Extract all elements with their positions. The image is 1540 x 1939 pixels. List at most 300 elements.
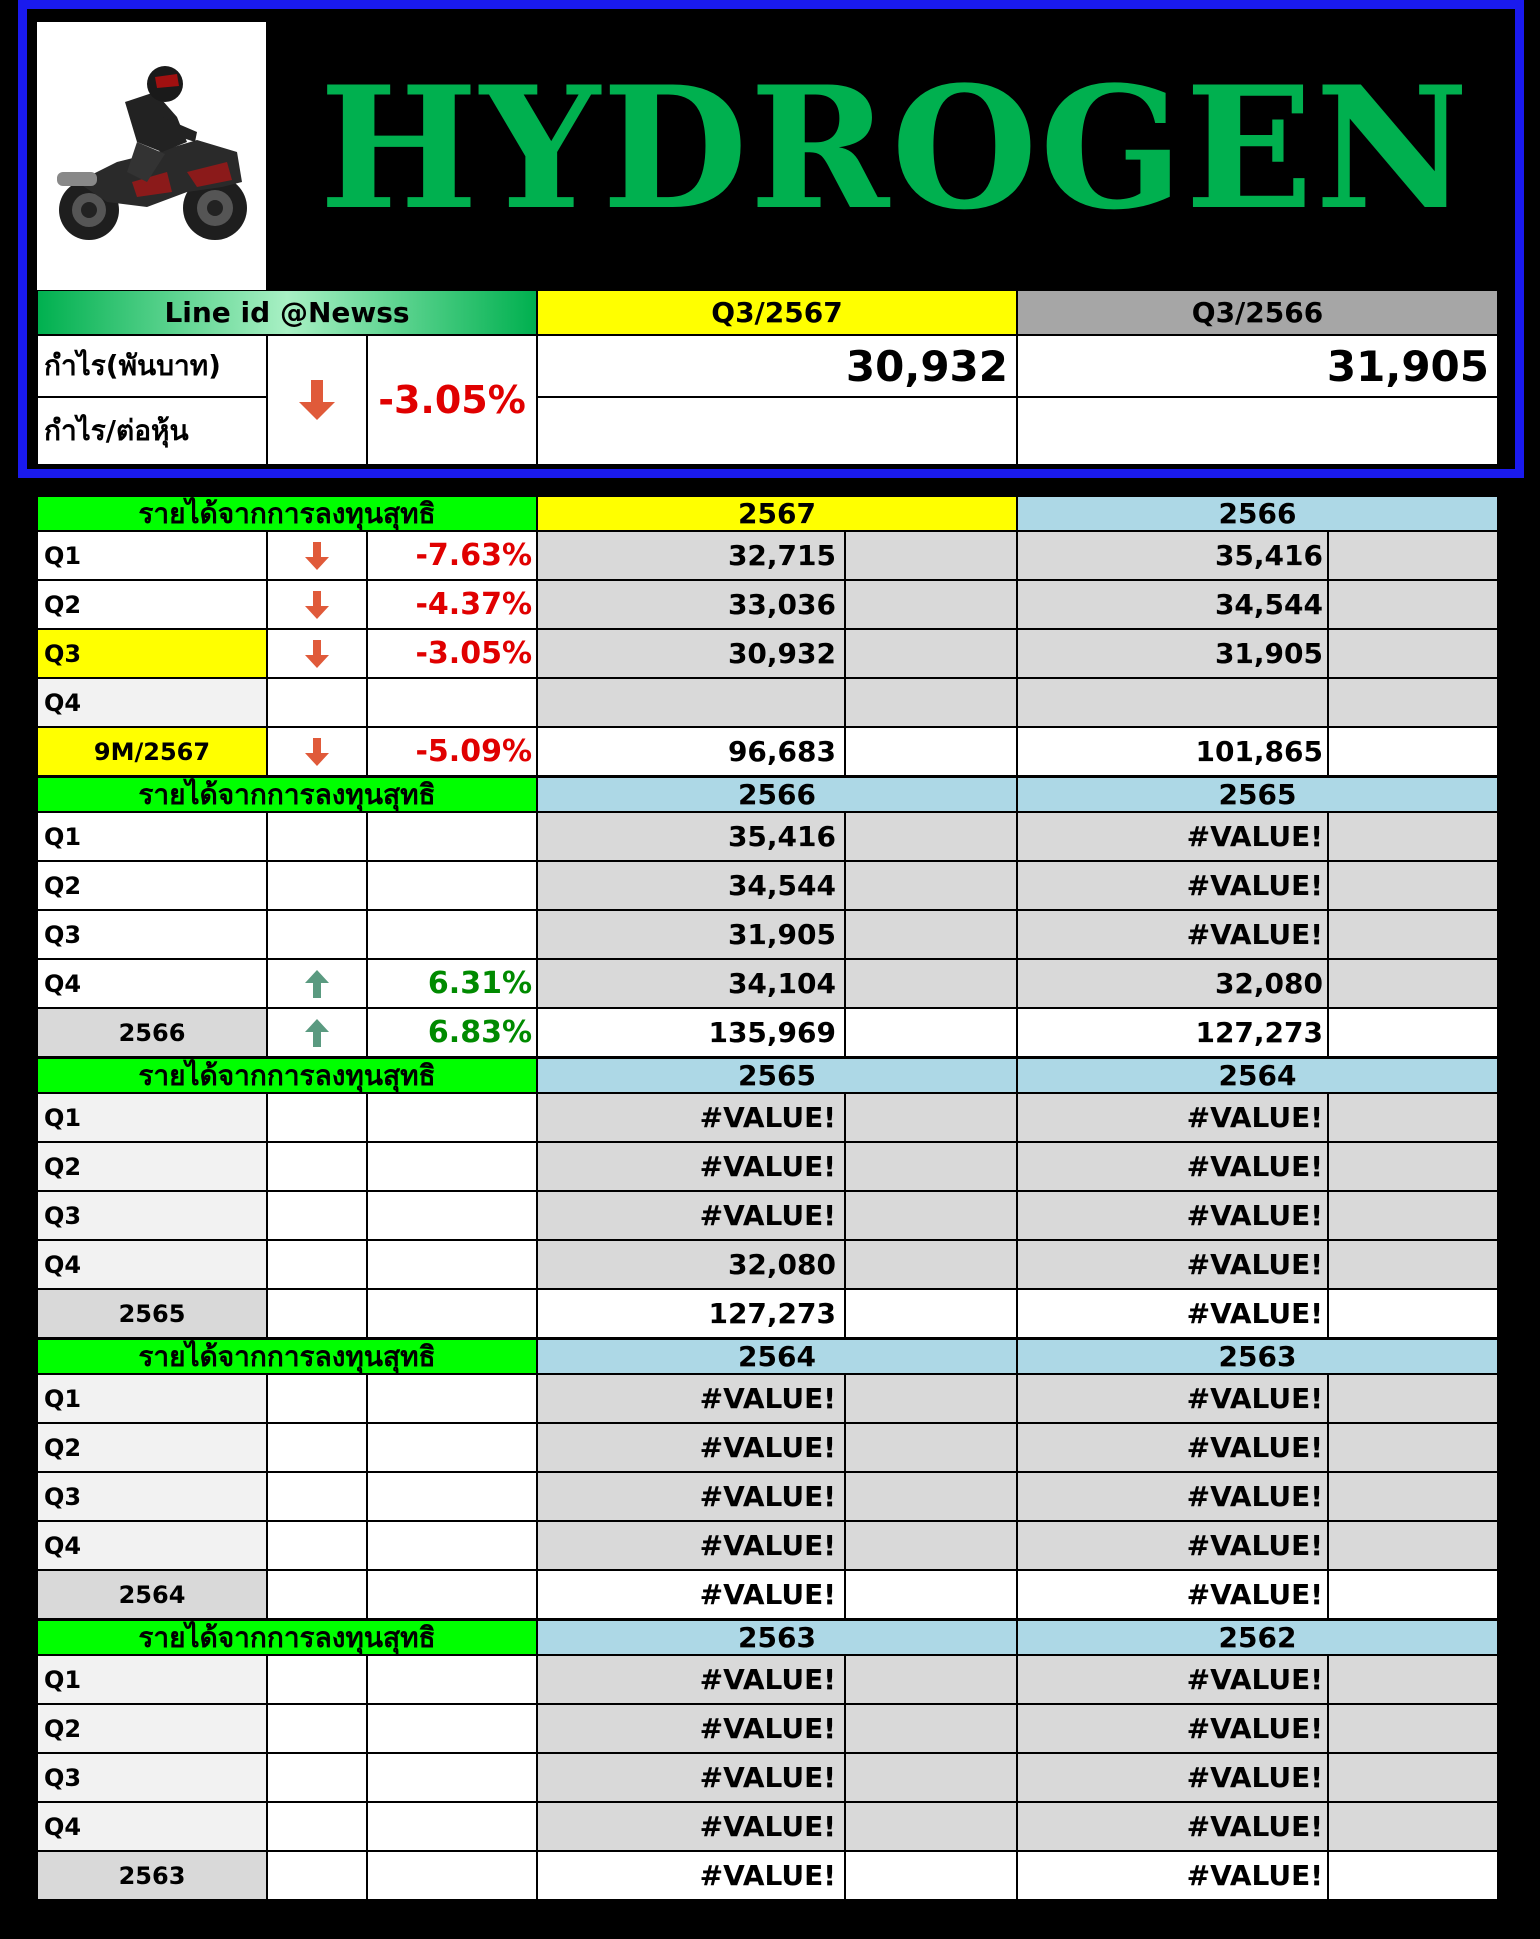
total-label-text: 2563 bbox=[118, 1861, 186, 1890]
quarter-label-text: Q3 bbox=[44, 1763, 82, 1792]
trend-cell bbox=[267, 1802, 367, 1851]
value-b bbox=[1017, 861, 1328, 910]
value-a-text: 34,104 bbox=[727, 967, 836, 1000]
quarter-label bbox=[37, 910, 267, 959]
value-a-text: #VALUE! bbox=[699, 1480, 836, 1513]
value-b-spacer bbox=[1328, 1374, 1498, 1423]
value-a-spacer bbox=[845, 812, 1017, 861]
total-label-text: 2564 bbox=[118, 1580, 186, 1609]
change-percent bbox=[367, 812, 537, 861]
change-percent bbox=[367, 1374, 537, 1423]
value-b-text: 32,080 bbox=[1214, 967, 1323, 1000]
quarter-label-text: Q4 bbox=[44, 1531, 82, 1560]
arrow-down-icon bbox=[303, 541, 331, 571]
value-b-text: #VALUE! bbox=[1186, 1297, 1323, 1330]
trend-cell bbox=[267, 1655, 367, 1704]
trend-cell bbox=[267, 1191, 367, 1240]
value-b-text: 35,416 bbox=[1214, 539, 1323, 572]
value-b-text: #VALUE! bbox=[1186, 1859, 1323, 1892]
value-b-spacer bbox=[1328, 580, 1498, 629]
year-b-header-text: 2565 bbox=[1218, 778, 1297, 811]
quarter-label-text: Q4 bbox=[44, 1250, 82, 1279]
arrow-up-icon bbox=[303, 1018, 331, 1048]
change-percent bbox=[367, 1521, 537, 1570]
year-b-header bbox=[1017, 496, 1498, 531]
total-label bbox=[37, 1008, 267, 1057]
value-a bbox=[537, 1570, 845, 1619]
year-a-header-text: 2567 bbox=[738, 497, 816, 530]
value-b-spacer bbox=[1328, 812, 1498, 861]
eps-current-cell bbox=[537, 397, 1017, 465]
section-title bbox=[37, 777, 537, 812]
value-a-spacer bbox=[845, 910, 1017, 959]
section-title-text: รายได้จากการลงทุนสุทธิ bbox=[138, 777, 436, 811]
quarter-label bbox=[37, 861, 267, 910]
quarter-label-text: Q1 bbox=[44, 1384, 82, 1413]
value-b-spacer bbox=[1328, 1704, 1498, 1753]
value-a bbox=[537, 910, 845, 959]
value-a-spacer bbox=[845, 959, 1017, 1008]
arrow-up-icon bbox=[303, 969, 331, 999]
arrow-down-icon bbox=[303, 639, 331, 669]
year-b-header bbox=[1017, 1058, 1498, 1093]
total-label-text: 2565 bbox=[118, 1299, 186, 1328]
value-b bbox=[1017, 1093, 1328, 1142]
value-a-spacer bbox=[845, 1289, 1017, 1338]
value-b-spacer bbox=[1328, 861, 1498, 910]
quarter-label-text: Q1 bbox=[44, 1103, 82, 1132]
quarter-label-text: Q3 bbox=[44, 920, 82, 949]
value-b-spacer bbox=[1328, 1753, 1498, 1802]
quarter-label bbox=[37, 1240, 267, 1289]
value-b bbox=[1017, 1423, 1328, 1472]
value-a bbox=[537, 629, 845, 678]
value-b-spacer bbox=[1328, 1008, 1498, 1057]
quarter-label-text: Q1 bbox=[44, 822, 82, 851]
value-b-text: #VALUE! bbox=[1186, 869, 1323, 902]
value-a-text: 135,969 bbox=[708, 1016, 836, 1049]
value-b-text: #VALUE! bbox=[1186, 1529, 1323, 1562]
quarter-label bbox=[37, 1521, 267, 1570]
value-b-spacer bbox=[1328, 531, 1498, 580]
profit-label-cell bbox=[37, 335, 267, 397]
total-label bbox=[37, 1289, 267, 1338]
value-a-text: 32,080 bbox=[727, 1248, 836, 1281]
year-b-header-text: 2566 bbox=[1218, 497, 1297, 530]
value-b-spacer bbox=[1328, 1191, 1498, 1240]
value-a-text: #VALUE! bbox=[699, 1382, 836, 1415]
eps-label: กำไร/ต่อหุ้น bbox=[44, 414, 189, 447]
value-b bbox=[1017, 1521, 1328, 1570]
change-percent bbox=[367, 1008, 537, 1057]
value-a-text: #VALUE! bbox=[699, 1431, 836, 1464]
value-b-text: #VALUE! bbox=[1186, 1150, 1323, 1183]
value-a-text: #VALUE! bbox=[699, 1761, 836, 1794]
change-percent bbox=[367, 678, 537, 727]
total-label bbox=[37, 1851, 267, 1900]
value-a bbox=[537, 1240, 845, 1289]
value-b-spacer bbox=[1328, 1851, 1498, 1900]
year-b-header-text: 2563 bbox=[1218, 1340, 1297, 1373]
value-a bbox=[537, 812, 845, 861]
trend-cell bbox=[267, 1423, 367, 1472]
change-percent-text: -4.37% bbox=[415, 587, 532, 622]
quarter-label bbox=[37, 1142, 267, 1191]
value-b-text: 34,544 bbox=[1214, 588, 1323, 621]
value-a-spacer bbox=[845, 1521, 1017, 1570]
value-b-spacer bbox=[1328, 1240, 1498, 1289]
quarter-label-text: Q4 bbox=[44, 969, 82, 998]
header-change-cell bbox=[367, 335, 537, 465]
value-a bbox=[537, 1521, 845, 1570]
change-percent bbox=[367, 1142, 537, 1191]
value-a-spacer bbox=[845, 531, 1017, 580]
value-a bbox=[537, 1142, 845, 1191]
value-b-text: 101,865 bbox=[1195, 735, 1323, 768]
value-a bbox=[537, 959, 845, 1008]
value-a-text: 96,683 bbox=[727, 735, 836, 768]
change-percent bbox=[367, 1191, 537, 1240]
change-percent bbox=[367, 910, 537, 959]
value-a-spacer bbox=[845, 1655, 1017, 1704]
section-title bbox=[37, 1058, 537, 1093]
value-a bbox=[537, 531, 845, 580]
value-a-spacer bbox=[845, 1093, 1017, 1142]
value-a bbox=[537, 1472, 845, 1521]
year-a-header bbox=[537, 496, 1017, 531]
value-b-text: #VALUE! bbox=[1186, 1761, 1323, 1794]
quarter-label bbox=[37, 629, 267, 678]
value-b bbox=[1017, 531, 1328, 580]
trend-cell bbox=[267, 1570, 367, 1619]
value-a bbox=[537, 1289, 845, 1338]
value-b-spacer bbox=[1328, 1289, 1498, 1338]
value-a-text: #VALUE! bbox=[699, 1859, 836, 1892]
value-b-spacer bbox=[1328, 1142, 1498, 1191]
quarter-label bbox=[37, 1191, 267, 1240]
eps-label-cell bbox=[37, 397, 267, 465]
quarter-label-text: Q1 bbox=[44, 541, 82, 570]
change-percent bbox=[367, 1655, 537, 1704]
quarter-label bbox=[37, 1753, 267, 1802]
total-label bbox=[37, 1570, 267, 1619]
value-a-text: #VALUE! bbox=[699, 1578, 836, 1611]
trend-cell bbox=[267, 1704, 367, 1753]
quarter-label-text: Q4 bbox=[44, 1812, 82, 1841]
change-percent bbox=[367, 1423, 537, 1472]
trend-cell bbox=[267, 727, 367, 776]
trend-cell bbox=[267, 812, 367, 861]
section-title bbox=[37, 1339, 537, 1374]
value-b bbox=[1017, 727, 1328, 776]
year-b-header bbox=[1017, 777, 1498, 812]
value-b-spacer bbox=[1328, 1423, 1498, 1472]
total-label-text: 9M/2567 bbox=[93, 737, 211, 766]
change-percent bbox=[367, 1570, 537, 1619]
value-b bbox=[1017, 1289, 1328, 1338]
value-a-text: #VALUE! bbox=[699, 1529, 836, 1562]
trend-cell bbox=[267, 959, 367, 1008]
value-a-spacer bbox=[845, 861, 1017, 910]
year-a-header-text: 2566 bbox=[738, 778, 816, 811]
value-a-spacer bbox=[845, 629, 1017, 678]
trend-cell bbox=[267, 678, 367, 727]
trend-cell bbox=[267, 1851, 367, 1900]
value-a bbox=[537, 1008, 845, 1057]
quarter-label bbox=[37, 1374, 267, 1423]
quarter-label-text: Q2 bbox=[44, 1152, 82, 1181]
value-a-text: 32,715 bbox=[727, 539, 836, 572]
value-b bbox=[1017, 678, 1328, 727]
trend-cell bbox=[267, 1521, 367, 1570]
change-percent bbox=[367, 959, 537, 1008]
current-period-header bbox=[537, 290, 1017, 335]
value-b-spacer bbox=[1328, 678, 1498, 727]
profit-current-value: 30,932 bbox=[845, 341, 1008, 391]
value-b-text: #VALUE! bbox=[1186, 1199, 1323, 1232]
value-b bbox=[1017, 1142, 1328, 1191]
change-percent bbox=[367, 861, 537, 910]
value-a-spacer bbox=[845, 1008, 1017, 1057]
value-a-spacer bbox=[845, 580, 1017, 629]
value-b bbox=[1017, 1753, 1328, 1802]
value-a-text: 31,905 bbox=[727, 918, 836, 951]
change-percent bbox=[367, 1802, 537, 1851]
quarter-label bbox=[37, 580, 267, 629]
value-b bbox=[1017, 1802, 1328, 1851]
change-percent bbox=[367, 531, 537, 580]
quarter-label bbox=[37, 1423, 267, 1472]
value-b bbox=[1017, 1704, 1328, 1753]
eps-previous-cell bbox=[1017, 397, 1498, 465]
quarter-label-text: Q3 bbox=[44, 1482, 82, 1511]
current-period-label: Q3/2567 bbox=[711, 296, 843, 329]
total-label-text: 2566 bbox=[118, 1018, 186, 1047]
value-b bbox=[1017, 812, 1328, 861]
value-a-text: #VALUE! bbox=[699, 1199, 836, 1232]
year-b-header-text: 2564 bbox=[1218, 1059, 1297, 1092]
quarter-label-text: Q3 bbox=[44, 1201, 82, 1230]
year-a-header-text: 2564 bbox=[738, 1340, 816, 1373]
value-a-text: #VALUE! bbox=[699, 1663, 836, 1696]
value-b-text: #VALUE! bbox=[1186, 1810, 1323, 1843]
trend-cell bbox=[267, 1289, 367, 1338]
value-a-text: #VALUE! bbox=[699, 1712, 836, 1745]
value-a-spacer bbox=[845, 1191, 1017, 1240]
quarter-label bbox=[37, 959, 267, 1008]
year-a-header-text: 2565 bbox=[738, 1059, 816, 1092]
value-a-text: 30,932 bbox=[727, 637, 836, 670]
line-id-cell bbox=[37, 290, 537, 335]
section-title-text: รายได้จากการลงทุนสุทธิ bbox=[138, 496, 436, 530]
line-id-text: Line id @Newss bbox=[164, 296, 410, 329]
change-percent-text: 6.83% bbox=[427, 1015, 532, 1050]
year-a-header bbox=[537, 777, 1017, 812]
quarter-label-text: Q2 bbox=[44, 871, 82, 900]
value-b bbox=[1017, 1191, 1328, 1240]
value-b bbox=[1017, 1374, 1328, 1423]
value-b-text: #VALUE! bbox=[1186, 918, 1323, 951]
quarter-label-text: Q1 bbox=[44, 1665, 82, 1694]
value-a-text: #VALUE! bbox=[699, 1101, 836, 1134]
year-b-header bbox=[1017, 1620, 1498, 1655]
value-a-text: #VALUE! bbox=[699, 1810, 836, 1843]
quarter-label bbox=[37, 531, 267, 580]
quarter-label bbox=[37, 1472, 267, 1521]
profit-previous-cell bbox=[1017, 335, 1498, 397]
value-b-spacer bbox=[1328, 1521, 1498, 1570]
previous-period-label: Q3/2566 bbox=[1191, 296, 1324, 329]
section-title-text: รายได้จากการลงทุนสุทธิ bbox=[138, 1058, 436, 1092]
value-a bbox=[537, 861, 845, 910]
quarter-label bbox=[37, 1093, 267, 1142]
value-a-spacer bbox=[845, 1704, 1017, 1753]
value-b-text: #VALUE! bbox=[1186, 1101, 1323, 1134]
value-a bbox=[537, 1374, 845, 1423]
value-b bbox=[1017, 1472, 1328, 1521]
value-a-spacer bbox=[845, 1472, 1017, 1521]
value-a-spacer bbox=[845, 1570, 1017, 1619]
value-b bbox=[1017, 1851, 1328, 1900]
page-title: HYDROGEN bbox=[319, 49, 1471, 247]
trend-cell bbox=[267, 629, 367, 678]
trend-cell bbox=[267, 910, 367, 959]
trend-cell bbox=[267, 861, 367, 910]
year-b-header bbox=[1017, 1339, 1498, 1374]
value-a-text: 35,416 bbox=[727, 820, 836, 853]
value-a-text: 33,036 bbox=[727, 588, 836, 621]
value-a-spacer bbox=[845, 678, 1017, 727]
change-percent bbox=[367, 1851, 537, 1900]
total-label bbox=[37, 727, 267, 776]
previous-period-header bbox=[1017, 290, 1498, 335]
value-a bbox=[537, 1423, 845, 1472]
value-a bbox=[537, 1655, 845, 1704]
arrow-down-icon bbox=[297, 378, 337, 422]
change-percent-text: -5.09% bbox=[415, 734, 532, 769]
profit-current-cell bbox=[537, 335, 1017, 397]
value-b-text: #VALUE! bbox=[1186, 1431, 1323, 1464]
value-b-text: #VALUE! bbox=[1186, 1480, 1323, 1513]
value-b-text: #VALUE! bbox=[1186, 1382, 1323, 1415]
value-a-spacer bbox=[845, 1240, 1017, 1289]
quarter-label-text: Q2 bbox=[44, 1714, 82, 1743]
value-a-spacer bbox=[845, 1802, 1017, 1851]
change-percent-text: -7.63% bbox=[415, 538, 532, 573]
value-a bbox=[537, 1093, 845, 1142]
section-title-text: รายได้จากการลงทุนสุทธิ bbox=[138, 1620, 436, 1654]
value-a bbox=[537, 678, 845, 727]
quarter-label-text: Q2 bbox=[44, 590, 82, 619]
value-a bbox=[537, 1753, 845, 1802]
value-a-spacer bbox=[845, 727, 1017, 776]
value-b-text: 31,905 bbox=[1214, 637, 1323, 670]
value-b-spacer bbox=[1328, 959, 1498, 1008]
value-b bbox=[1017, 1570, 1328, 1619]
quarter-label bbox=[37, 1655, 267, 1704]
year-b-header-text: 2562 bbox=[1218, 1621, 1297, 1654]
value-b-text: #VALUE! bbox=[1186, 1712, 1323, 1745]
value-a bbox=[537, 1802, 845, 1851]
change-percent bbox=[367, 727, 537, 776]
quarter-label bbox=[37, 678, 267, 727]
arrow-down-icon bbox=[303, 590, 331, 620]
change-percent-text: -3.05% bbox=[415, 636, 532, 671]
trend-cell bbox=[267, 1008, 367, 1057]
trend-cell bbox=[267, 1093, 367, 1142]
trend-cell bbox=[267, 1753, 367, 1802]
change-percent bbox=[367, 1240, 537, 1289]
value-b-text: #VALUE! bbox=[1186, 1578, 1323, 1611]
value-b-spacer bbox=[1328, 1093, 1498, 1142]
trend-cell bbox=[267, 580, 367, 629]
value-b-text: #VALUE! bbox=[1186, 820, 1323, 853]
value-b bbox=[1017, 959, 1328, 1008]
trend-cell bbox=[267, 1142, 367, 1191]
header-change-value: -3.05% bbox=[378, 378, 526, 422]
value-b bbox=[1017, 1655, 1328, 1704]
value-a-spacer bbox=[845, 1851, 1017, 1900]
trend-cell bbox=[267, 1374, 367, 1423]
change-percent bbox=[367, 1704, 537, 1753]
value-b bbox=[1017, 1240, 1328, 1289]
value-a bbox=[537, 1851, 845, 1900]
profit-previous-value: 31,905 bbox=[1326, 341, 1489, 391]
section-title bbox=[37, 496, 537, 531]
year-a-header-text: 2563 bbox=[738, 1621, 816, 1654]
value-a-text: 34,544 bbox=[727, 869, 836, 902]
profit-label: กำไร(พันบาท) bbox=[44, 349, 221, 382]
value-b-spacer bbox=[1328, 1472, 1498, 1521]
change-percent bbox=[367, 1093, 537, 1142]
change-percent bbox=[367, 1753, 537, 1802]
arrow-down-icon bbox=[303, 737, 331, 767]
value-b bbox=[1017, 629, 1328, 678]
change-percent-text: 6.31% bbox=[427, 966, 532, 1001]
value-a-spacer bbox=[845, 1423, 1017, 1472]
year-a-header bbox=[537, 1339, 1017, 1374]
change-percent bbox=[367, 629, 537, 678]
value-b-text: #VALUE! bbox=[1186, 1248, 1323, 1281]
value-b-spacer bbox=[1328, 727, 1498, 776]
value-a bbox=[537, 580, 845, 629]
value-b bbox=[1017, 580, 1328, 629]
change-percent bbox=[367, 1289, 537, 1338]
year-a-header bbox=[537, 1620, 1017, 1655]
quarter-label bbox=[37, 1704, 267, 1753]
value-a-spacer bbox=[845, 1374, 1017, 1423]
quarter-label bbox=[37, 1802, 267, 1851]
value-a-text: 127,273 bbox=[708, 1297, 836, 1330]
value-b-spacer bbox=[1328, 1655, 1498, 1704]
value-a bbox=[537, 727, 845, 776]
value-b-text: 127,273 bbox=[1195, 1016, 1323, 1049]
value-b-spacer bbox=[1328, 1570, 1498, 1619]
header-arrow-cell bbox=[267, 335, 367, 465]
value-a-spacer bbox=[845, 1753, 1017, 1802]
change-percent bbox=[367, 580, 537, 629]
quarter-label-text: Q3 bbox=[44, 639, 82, 668]
value-a-spacer bbox=[845, 1142, 1017, 1191]
value-a bbox=[537, 1191, 845, 1240]
motorcycle-rider-logo bbox=[37, 22, 266, 290]
value-a-text: #VALUE! bbox=[699, 1150, 836, 1183]
value-b bbox=[1017, 1008, 1328, 1057]
value-b-spacer bbox=[1328, 1802, 1498, 1851]
section-title bbox=[37, 1620, 537, 1655]
year-a-header bbox=[537, 1058, 1017, 1093]
quarter-label bbox=[37, 812, 267, 861]
